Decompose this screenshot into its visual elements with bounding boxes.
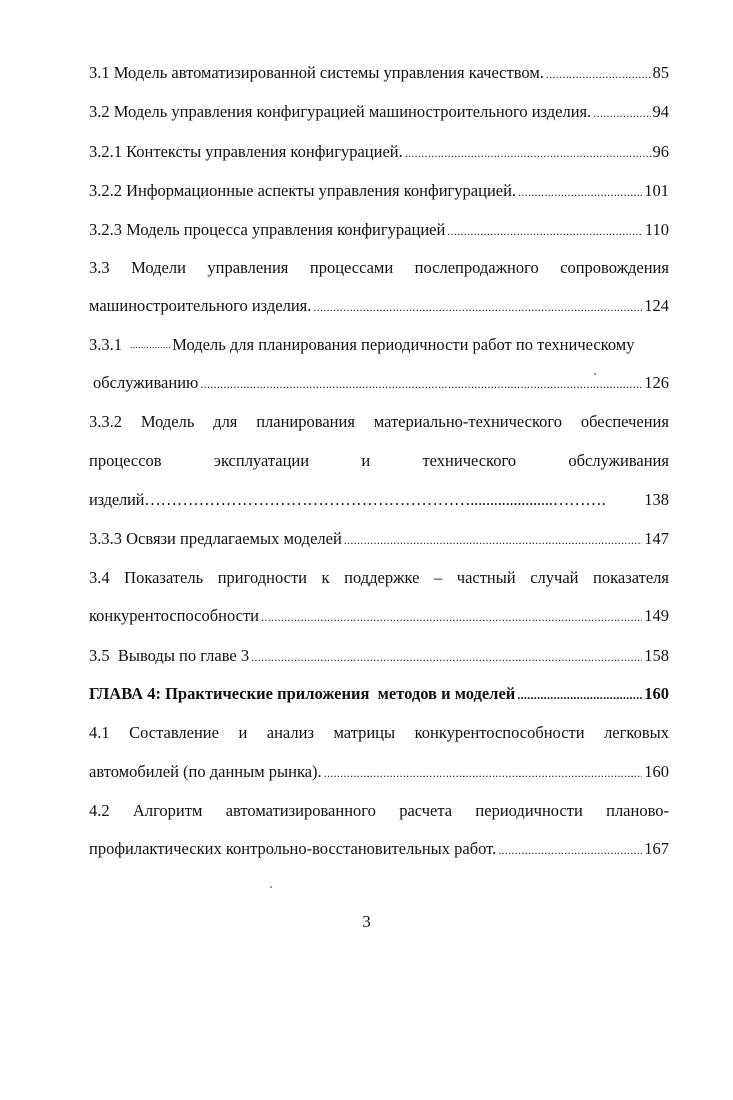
toc-word: показателя — [593, 568, 669, 587]
toc-word: материально-технического — [373, 412, 563, 431]
toc-entry-title: 3.2.1 Контексты управления конфигурацией. — [89, 142, 403, 161]
toc-word: управления — [207, 258, 289, 277]
toc-word: автоматизированного — [225, 801, 376, 820]
toc-entry-page: 94 — [652, 102, 669, 121]
toc-word: процессов — [89, 451, 162, 470]
toc-entry-title: профилактических контрольно-восстановительных работ. — [89, 839, 497, 858]
toc-word: послепродажного — [414, 258, 539, 277]
toc-entry-page: 85 — [652, 63, 669, 82]
toc-entry-3-4-line1[interactable] — [89, 567, 669, 589]
toc-entry-3-1[interactable] — [89, 62, 669, 84]
toc-entry-page: 101 — [644, 181, 669, 200]
toc-word: 4.2 — [89, 801, 110, 820]
toc-entry-3-3-1-line1[interactable] — [89, 334, 669, 356]
dot-leader — [405, 142, 651, 164]
toc-word: частный — [456, 568, 516, 587]
dot-leader — [593, 102, 650, 124]
toc-entry-page: 158 — [644, 646, 669, 665]
toc-word: Алгоритм — [132, 801, 203, 820]
toc-word: 3.3.2 — [89, 412, 122, 431]
toc-entry-page: 147 — [644, 529, 669, 548]
dot-leader — [546, 63, 651, 85]
toc-word: обслуживания — [568, 451, 669, 470]
toc-word: и — [361, 451, 371, 470]
toc-entry-title: 3.2.2 Информационные аспекты управления конфигурацией. — [89, 181, 517, 200]
toc-word: для — [213, 412, 238, 431]
small-dot-leader: ............... — [130, 340, 172, 350]
toc-entry-3-3-1-line2[interactable] — [89, 372, 669, 394]
dot-leader — [200, 373, 642, 395]
dot-leader — [251, 646, 642, 668]
dot-leader — [313, 296, 642, 318]
toc-word: 4.1 — [89, 723, 110, 742]
toc-entry-4-2-line1[interactable] — [89, 800, 669, 822]
dot-leader — [518, 181, 642, 203]
toc-entry-title: 3.5 Выводы по главе 3 — [89, 646, 250, 665]
dot-leader — [447, 220, 643, 242]
toc-entry-page: 160 — [644, 762, 669, 781]
toc-entry-4-1-line1[interactable] — [89, 722, 669, 744]
toc-entry-title: конкурентоспособности — [89, 606, 259, 625]
dot-leader — [344, 529, 642, 551]
toc-chapter-title: ГЛАВА 4: Практические приложения методов и моделей — [89, 684, 516, 703]
dot-leader — [261, 606, 642, 628]
toc-entry-page: 96 — [652, 142, 669, 161]
toc-word: пригодности — [217, 568, 307, 587]
scan-speck — [594, 373, 596, 375]
toc-entry-number: 3.3.1 — [89, 335, 122, 354]
toc-entry-3-3-line1[interactable] — [89, 257, 669, 279]
toc-word: конкурентоспособности — [414, 723, 585, 742]
toc-word: обеспечения — [580, 412, 669, 431]
toc-word: легковых — [604, 723, 669, 742]
page-number: 3 — [362, 912, 371, 931]
dot-leader — [324, 762, 643, 784]
toc-word: Модель — [140, 412, 195, 431]
toc-entry-title: Модель для планирования периодичности работ по техническому — [172, 335, 635, 354]
toc-entry-page: 110 — [644, 220, 669, 239]
toc-entry-title: 3.2 Модель управления конфигурацией машиностроительного изделия. — [89, 102, 592, 121]
toc-entry-3-2-3[interactable] — [89, 219, 669, 241]
toc-entry-4-2-line2[interactable] — [89, 838, 669, 860]
toc-word: Составление — [129, 723, 219, 742]
toc-entry-3-3-2-line2[interactable] — [89, 450, 669, 472]
toc-word: периодичности — [475, 801, 583, 820]
toc-word: и — [238, 723, 248, 742]
toc-entry-page: 149 — [644, 606, 669, 625]
toc-entry-title: 3.2.3 Модель процесса управления конфигурацией — [89, 220, 446, 239]
toc-word: процессами — [309, 258, 394, 277]
toc-entry-title: изделий…………………………………………………….....................………. — [89, 490, 606, 509]
toc-entry-title: 3.3.3 Освязи предлагаемых моделей — [89, 529, 342, 548]
toc-word: анализ — [266, 723, 314, 742]
dot-leader — [517, 684, 642, 706]
toc-word: Модели — [131, 258, 186, 277]
scan-speck — [270, 886, 272, 888]
toc-word: сопровождения — [560, 258, 669, 277]
toc-entry-page: 126 — [644, 373, 669, 392]
toc-entry-page: 138 — [644, 490, 669, 509]
toc-entry-3-3-line2[interactable] — [89, 295, 669, 317]
toc-entry-3-3-2-line1[interactable] — [89, 411, 669, 433]
toc-entry-title: 3.1 Модель автоматизированной системы управления качеством. — [89, 63, 544, 82]
toc-entry-3-3-2-line3[interactable] — [89, 489, 669, 511]
toc-word: 3.3 — [89, 258, 110, 277]
toc-entry-3-4-line2[interactable] — [89, 605, 669, 627]
toc-entry-chapter-4[interactable] — [89, 683, 669, 705]
toc-word: планово- — [606, 801, 669, 820]
toc-word: к — [321, 568, 330, 587]
toc-word: Показатель — [124, 568, 204, 587]
toc-entry-page: 160 — [644, 684, 669, 703]
dot-leader — [498, 839, 642, 861]
toc-entry-3-2[interactable] — [89, 101, 669, 123]
toc-entry-3-3-3[interactable] — [89, 528, 669, 550]
toc-entry-4-1-line2[interactable] — [89, 761, 669, 783]
toc-word: – — [433, 568, 443, 587]
toc-word: планирования — [256, 412, 355, 431]
toc-word: технического — [422, 451, 517, 470]
toc-word: матрицы — [333, 723, 396, 742]
toc-word: поддержке — [344, 568, 420, 587]
toc-entry-3-2-1[interactable] — [89, 141, 669, 163]
toc-entry-3-2-2[interactable] — [89, 180, 669, 202]
toc-entry-title: машиностроительного изделия. — [89, 296, 312, 315]
toc-word: случай — [530, 568, 579, 587]
toc-word: 3.4 — [89, 568, 110, 587]
toc-word: эксплуатации — [213, 451, 310, 470]
toc-entry-3-5[interactable] — [89, 645, 669, 667]
toc-entry-page: 124 — [644, 296, 669, 315]
toc-entry-page: 167 — [644, 839, 669, 858]
toc-word: расчета — [399, 801, 453, 820]
toc-entry-title: автомобилей (по данным рынка). — [89, 762, 322, 781]
toc-entry-title: обслуживанию — [93, 373, 199, 392]
